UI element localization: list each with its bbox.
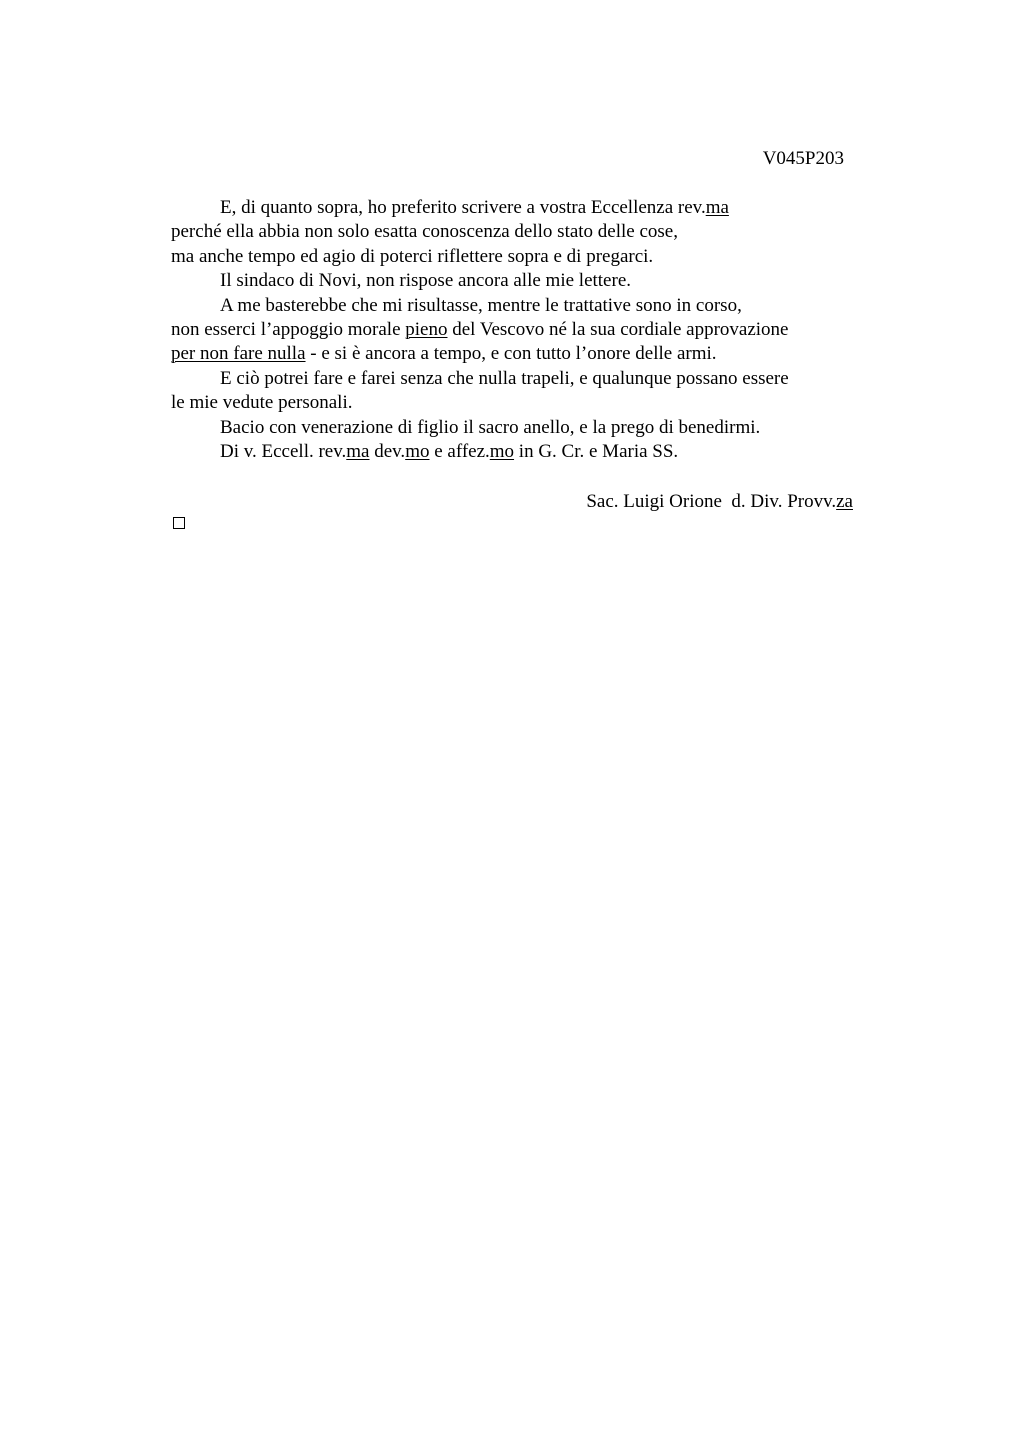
underlined-abbreviation: ma: [346, 441, 370, 463]
underlined-phrase: per non fare nulla: [171, 343, 306, 365]
paragraph-line: per non fare nulla - e si è ancora a tempo, e con tutto l’onore delle armi.: [171, 343, 717, 365]
closing-line: Di v. Eccell. rev.ma dev.mo e affez.mo in G. Cr. e Maria SS.: [220, 441, 679, 463]
paragraph-line: E ciò potrei fare e farei senza che nulla trapeli, e qualunque possano essere: [220, 367, 789, 389]
empty-square-icon: [173, 517, 185, 529]
paragraph-line: E, di quanto sopra, ho preferito scrivere a vostra Eccellenza rev.ma: [220, 197, 729, 218]
paragraph-line: Bacio con venerazione di figlio il sacro anello, e la prego di benedirmi.: [220, 416, 761, 438]
paragraph-line: A me basterebbe che mi risultasse, mentre le trattative sono in corso,: [220, 294, 742, 316]
paragraph-line: Il sindaco di Novi, non rispose ancora alle mie lettere.: [220, 270, 632, 292]
paragraph-line: perché ella abbia non solo esatta conoscenza dello stato delle cose,: [171, 221, 678, 243]
underlined-abbreviation: mo: [405, 441, 430, 463]
letter-body: [171, 196, 861, 464]
paragraph-line: ma anche tempo ed agio di poterci riflettere sopra e di pregarci.: [171, 245, 654, 267]
underlined-word: pieno: [405, 319, 448, 341]
underlined-abbreviation: za: [836, 491, 853, 512]
page-code: V045P203: [762, 148, 844, 169]
signature: Sac. Luigi Orione d. Div. Provv.za: [586, 491, 853, 512]
paragraph-line: le mie vedute personali.: [171, 392, 353, 414]
paragraph-line: non esserci l’appoggio morale pieno del Vescovo né la sua cordiale approvazione: [171, 319, 789, 341]
underlined-abbreviation: mo: [489, 441, 515, 463]
underlined-abbreviation: ma: [705, 197, 729, 218]
